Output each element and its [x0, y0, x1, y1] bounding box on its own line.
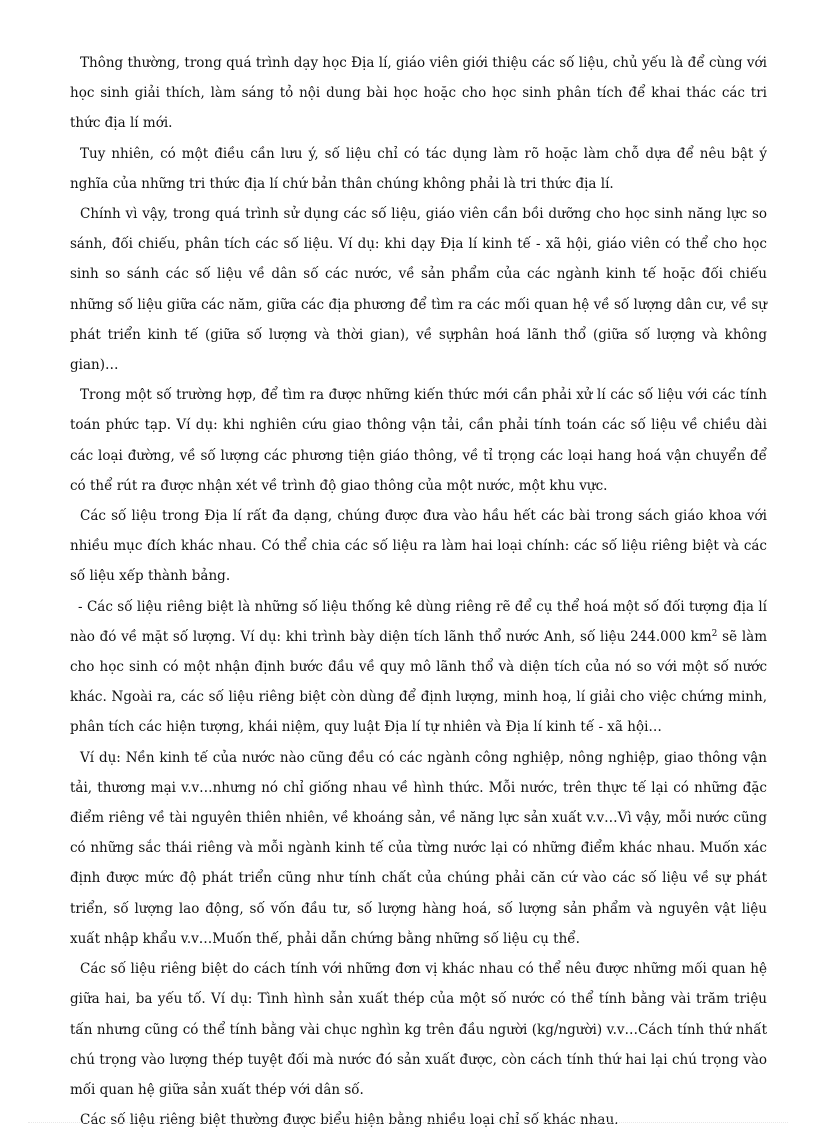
- paragraph-individual-data-before: - Các số liệu riêng biệt là những số liệu thống kê dùng riêng rẽ để cụ thể hoá một số đối tượng địa lí nào đó về mặt số lượng. Ví dụ: khi trình bày diện tích lãnh thổ nước Anh, số liệu 244.000 km: [70, 598, 767, 645]
- paragraph-note: Tuy nhiên, có một điều cần lưu ý, số liệu chỉ có tác dụng làm rõ hoặc làm chỗ dựa để nêu bật ý nghĩa của những tri thức địa lí chứ bản thân chúng không phải là tri thức địa lí.: [70, 145, 767, 192]
- paragraph-individual-data-after: sẽ làm cho học sinh có một nhận định bước đầu về quy mô lãnh thổ và diện tích của nó so với một số nước khác. Ngoài ra, các số liệu riêng biệt còn dùng để định lượng, minh hoạ, lí giải cho việc chứng minh, phân tích các hiện tượng, khái niệm, quy luật Địa lí tự nhiên và Địa lí kinh tế - xã hội…: [70, 628, 767, 736]
- superscript-2: 2: [711, 628, 718, 639]
- paragraph-comparison: Chính vì vậy, trong quá trình sử dụng các số liệu, giáo viên cần bồi dưỡng cho học sinh năng lực so sánh, đối chiếu, phân tích các số liệu. Ví dụ: khi dạy Địa lí kinh tế - xã hội, giáo viên có thể cho học sinh so sánh các số liệu về dân số các nước, về sản phẩm của các ngành kinh tế hoặc đối chiếu những số liệu giữa các năm, giữa các địa phương để tìm ra các mối quan hệ về số lượng dân cư, về sự phát triển kinh tế (giữa số lượng và thời gian), về sựphân hoá lãnh thổ (giữa số lượng và không gian)…: [70, 206, 767, 374]
- document-page: [70, 48, 767, 1135]
- paragraph-intro: Thông thường, trong quá trình dạy học Địa lí, giáo viên giới thiệu các số liệu, chủ yếu là để cùng với học sinh giải thích, làm sáng tỏ nội dung bài học hoặc cho học sinh phân tích để khai thác các tri thức địa lí mới.: [70, 55, 767, 132]
- paragraph-units: Các số liệu riêng biệt do cách tính với những đơn vị khác nhau có thể nêu được những mối quan hệ giữa hai, ba yếu tố. Ví dụ: Tình hình sản xuất thép của một số nước có thể tính bằng vài trăm triệu tấn nhưng cũng có thể tính bằng vài chục nghìn kg trên đầu người (kg/người) v.v…Cách tính thứ nhất chú trọng vào lượng thép tuyệt đối mà nước đó sản xuất được, còn cách tính thứ hai lại chú trọng vào mối quan hệ giữa sản xuất thép với dân số.: [70, 961, 767, 1098]
- paragraph-indices: Các số liệu riêng biệt thường được biểu hiện bằng nhiều loại chỉ số khác nhau.: [80, 1112, 619, 1129]
- paragraph-calculation: Trong một số trường hợp, để tìm ra được những kiến thức mới cần phải xử lí các số liệu với các tính toán phức tạp. Ví dụ: khi nghiên cứu giao thông vận tải, cần phải tính toán các số liệu về chiều dài các loại đường, về số lượng các phương tiện giáo thông, về tỉ trọng các loại hang hoá vận chuyển để có thể rút ra được nhận xét về trình độ giao thông của một nước, một khu vực.: [70, 387, 767, 494]
- paragraph-individual-data: [70, 592, 767, 743]
- paragraph-example-economy: Ví dụ: Nền kinh tế của nước nào cũng đều có các ngành công nghiệp, nông nghiệp, giao thông vận tải, thương mại v.v…nhưng nó chỉ giống nhau về hình thức. Mỗi nước, trên thực tế lại có những đặc điểm riêng về tài nguyên thiên nhiên, về khoáng sản, về năng lực sản xuất v.v…Vì vậy, mỗi nước cũng có những sắc thái riêng và mỗi ngành kinh tế của từng nước lại có những điểm khác nhau. Muốn xác định được mức độ phát triển cũng như tính chất của chúng phải căn cứ vào các số liệu về sự phát triển, số lượng lao động, số vốn đầu tư, số lượng hàng hoá, số lượng sản phẩm và nguyên vật liệu xuất nhập khẩu v.v…Muốn thế, phải dẫn chứng bằng những số liệu cụ thể.: [70, 749, 767, 947]
- paragraph-types: Các số liệu trong Địa lí rất đa dạng, chúng được đưa vào hầu hết các bài trong sách giáo khoa với nhiều mục đích khác nhau. Có thể chia các số liệu ra làm hai loại chính: các số liệu riêng biệt và các số liệu xếp thành bảng.: [70, 508, 767, 585]
